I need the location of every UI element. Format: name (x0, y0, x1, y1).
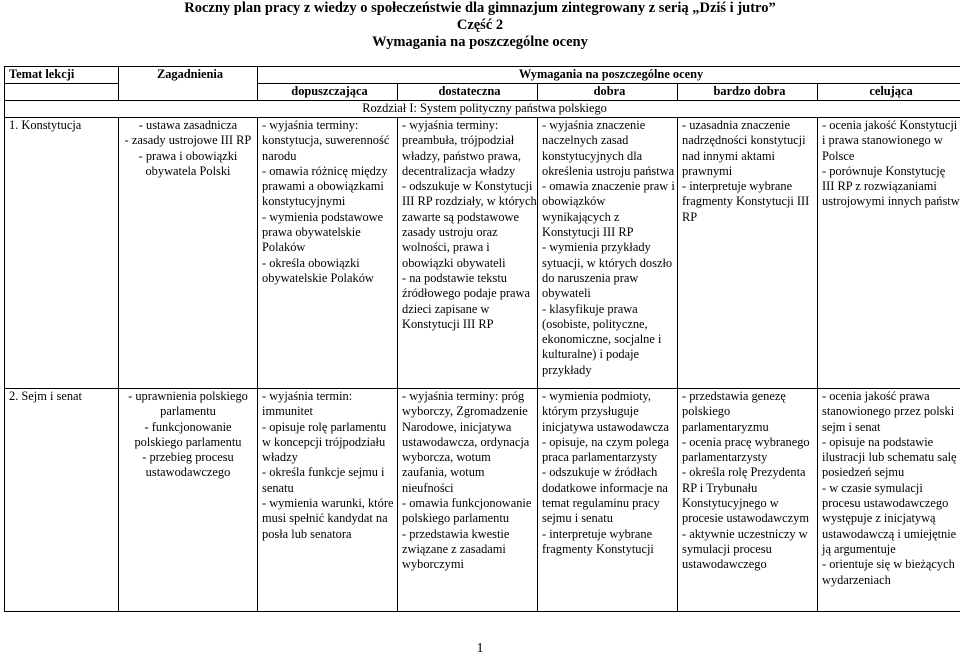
row-bardzo-dobra: - uzasadnia znaczenie nadrzędności konstytucji nad innymi aktami prawnymi - interpretuje wybrane fragmenty Konstytucji III RP (678, 118, 818, 389)
row-topic: 2. Sejm i senat (5, 389, 119, 612)
header-topic: Temat lekcji (5, 67, 119, 84)
header-issues: Zagadnienia (119, 67, 258, 101)
document-part: Część 2 (456, 17, 504, 33)
section-title: Rozdział I: System polityczny państwa polskiego (5, 101, 960, 118)
header-topic-blank (5, 84, 119, 101)
document-title: Roczny plan pracy z wiedzy o społeczeństwie dla gimnazjum zintegrowany z serią „Dziś i jutro” (184, 0, 776, 16)
header-requirements: Wymagania na poszczególne oceny (258, 67, 960, 84)
row-bardzo-dobra: - przedstawia genezę polskiego parlamentaryzmu - ocenia pracę wybranego parlamentarzysty - określa rolę Prezydenta RP i Trybunału Konstytucyjnego w procesie ustawodawczym - aktywnie uczestniczy w symulacji procesu ustawodawczego (678, 389, 818, 612)
grade-bardzo-dobra: bardzo dobra (678, 84, 818, 101)
row-celujaca: - ocenia jakość prawa stanowionego przez polski sejm i senat - opisuje na podstawie ilustracji lub schematu salę posiedzeń sejmu - w czasie symulacji procesu ustawodawczego występuje z inicjatywą ustawodawczą i umiejętnie ją argumentuje - orientuje się w bieżących wydarzeniach (818, 389, 960, 612)
row-dopuszczajaca: - wyjaśnia termin: immunitet - opisuje rolę parlamentu w koncepcji trójpodziału władzy - określa funkcje sejmu i senatu - wymienia warunki, które musi spełnić kandydat na posła lub senatora (258, 389, 398, 612)
table-row (5, 389, 960, 612)
row-dobra: - wyjaśnia znaczenie naczelnych zasad konstytucyjnych dla określenia ustroju państwa - omawia znaczenie praw i obowiązków wynikających z Konstytucji III RP - wymienia przykłady sytuacji, w których doszło do naruszenia praw obywateli - klasyfikuje prawa (osobiste, polityczne, ekonomiczne, socjalne i kulturalne) i podaje przykłady (538, 118, 678, 389)
page-number: 1 (476, 641, 484, 656)
grade-celujaca: celująca (818, 84, 960, 101)
row-dobra: - wymienia podmioty, którym przysługuje inicjatywa ustawodawcza - opisuje, na czym polega praca parlamentarzysty - odszukuje w źródłach dodatkowe informacje na temat regulaminu pracy sejmu i senatu - interpretuje wybrane fragmenty Konstytucji (538, 389, 678, 612)
row-dopuszczajaca: - wyjaśnia terminy: konstytucja, suwerenność narodu - omawia różnicę między prawami a obowiązkami konstytucyjnymi - wymienia podstawowe prawa obywatelskie Polaków - określa obowiązki obywatelskie Polaków (258, 118, 398, 389)
row-issues: - uprawnienia polskiego parlamentu - funkcjonowanie polskiego parlamentu - przebieg procesu ustawodawczego (119, 389, 258, 612)
row-dostateczna: - wyjaśnia terminy: próg wyborczy, Zgromadzenie Narodowe, inicjatywa ustawodawcza, ordynacja wyborcza, wotum zaufania, wotum nieufności - omawia funkcjonowanie polskiego parlamentu - przedstawia kwestie związane z zasadami wyborczymi (398, 389, 538, 612)
row-topic: 1. Konstytucja (5, 118, 119, 389)
grade-dobra: dobra (538, 84, 678, 101)
table-row (5, 118, 960, 389)
requirements-table (4, 66, 960, 612)
grade-dostateczna: dostateczna (398, 84, 538, 101)
row-dostateczna: - wyjaśnia terminy: preambuła, trójpodział władzy, państwo prawa, decentralizacja władzy - odszukuje w Konstytucji III RP rozdziały, w których zawarte są podstawowe zasady ustroju oraz wolności, prawa i obowiązki obywateli - na podstawie tekstu źródłowego podaje prawa dzieci zapisane w Konstytucji III RP (398, 118, 538, 389)
document-subtitle: Wymagania na poszczególne oceny (372, 34, 588, 50)
grade-dopuszczajaca: dopuszczająca (258, 84, 398, 101)
row-issues: - ustawa zasadnicza - zasady ustrojowe III RP - prawa i obowiązki obywatela Polski (119, 118, 258, 389)
row-celujaca: - ocenia jakość Konstytucji i prawa stanowionego w Polsce - porównuje Konstytucję III RP z rozwiązaniami ustrojowymi innych państw (818, 118, 960, 389)
